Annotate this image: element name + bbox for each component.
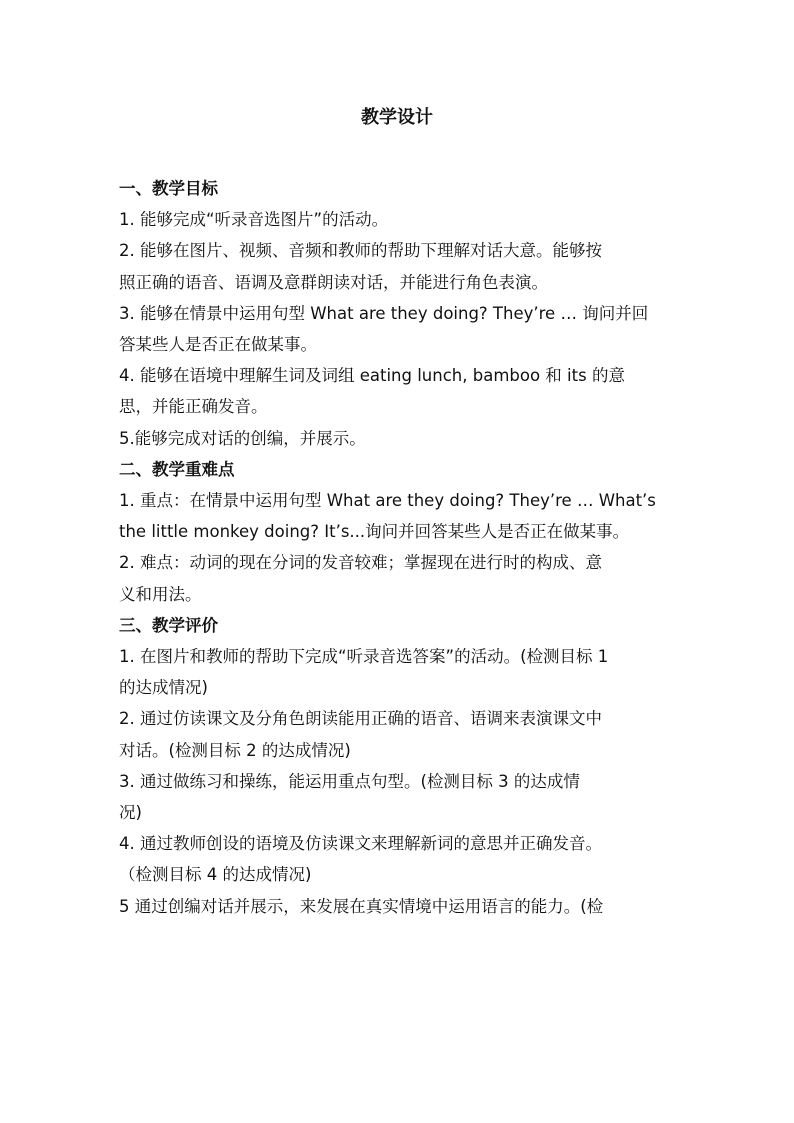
- section-heading: 三、教学评价: [119, 615, 218, 635]
- paragraph-line: 1. 在图片和教师的帮助下完成“听录音选答案”的活动。(检测目标 1: [119, 647, 609, 667]
- paragraph-line: 1. 重点：在情景中运用句型 What are they doing? They’re … What’s: [119, 491, 656, 511]
- paragraph-line: 2. 能够在图片、视频、音频和教师的帮助下理解对话大意。能够按: [119, 241, 602, 261]
- paragraph-line: 答某些人是否正在做某事。: [119, 335, 317, 355]
- paragraph-line: 的达成情况): [119, 678, 208, 698]
- page-title: 教学设计: [361, 107, 433, 128]
- paragraph-line: 义和用法。: [119, 584, 202, 604]
- document-body: [119, 173, 679, 922]
- paragraph-line: 对话。(检测目标 2 的达成情况): [119, 740, 351, 760]
- section-heading: 一、教学目标: [119, 179, 218, 198]
- section-heading: 二、教学重难点: [119, 459, 235, 479]
- paragraph-line: 况): [119, 803, 142, 823]
- paragraph-line: （检测目标 4 的达成情况): [119, 865, 312, 885]
- paragraph-line: 2. 难点：动词的现在分词的发音较难；掌握现在进行时的构成、意: [119, 553, 602, 573]
- paragraph-line: 2. 通过仿读课文及分角色朗读能用正确的语音、语调来表演课文中: [119, 709, 602, 729]
- paragraph-line: 4. 能够在语境中理解生词及词组 eating lunch, bamboo 和 its 的意: [119, 366, 625, 386]
- paragraph-line: the little monkey doing? It’s...询问并回答某些人是否正在做某事。: [119, 522, 630, 542]
- paragraph-line: 3. 能够在情景中运用句型 What are they doing? They’re … 询问并回: [119, 303, 649, 323]
- paragraph-line: 照正确的语音、语调及意群朗读对话，并能进行角色表演。: [119, 272, 548, 292]
- paragraph-line: 1. 能够完成“听录音选图片”的活动。: [119, 210, 389, 230]
- paragraph-line: 5 通过创编对话并展示，来发展在真实情境中运用语言的能力。(检: [119, 896, 604, 916]
- paragraph-line: 5.能够完成对话的创编，并展示。: [119, 428, 366, 448]
- paragraph-line: 思，并能正确发音。: [119, 397, 268, 417]
- paragraph-line: 4. 通过教师创设的语境及仿读课文来理解新词的意思并正确发音。: [119, 834, 602, 854]
- paragraph-line: 3. 通过做练习和操练，能运用重点句型。(检测目标 3 的达成情: [119, 771, 580, 791]
